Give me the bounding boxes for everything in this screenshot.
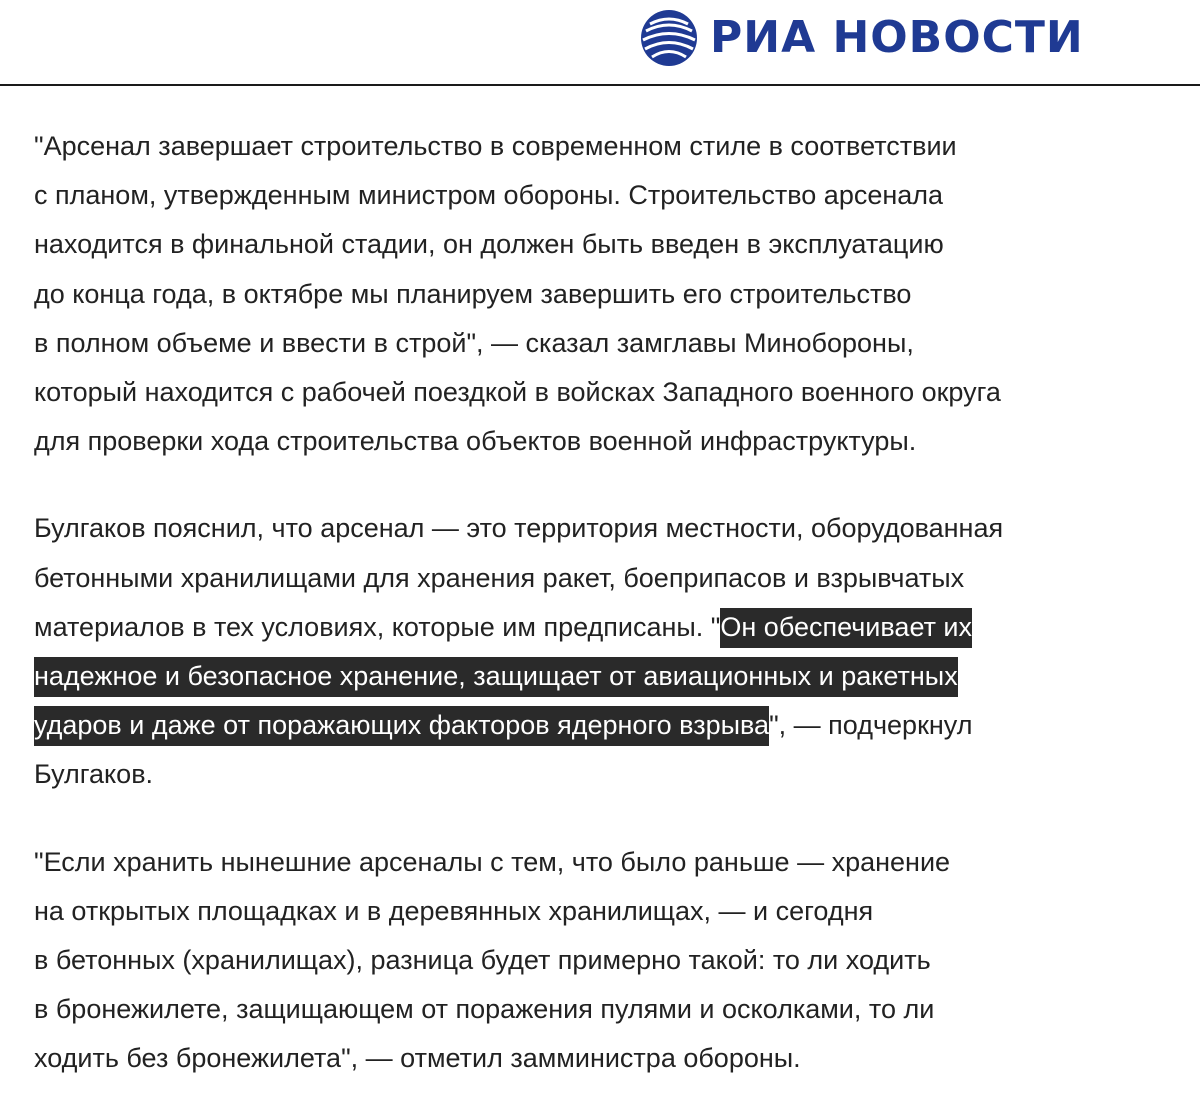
text-line: ", — подчеркнул	[769, 710, 973, 741]
highlighted-text: ударов и даже от поражающих факторов ядерного взрыва	[34, 710, 770, 741]
ria-globe-icon	[640, 9, 698, 67]
brand-name: РИА НОВОСТИ	[710, 12, 1084, 63]
text-line: в бетонных (хранилищах), разница будет примерно такой: то ли ходить	[34, 945, 931, 976]
text-line: ходить без бронежилета", — отметил замминистра обороны.	[34, 1043, 801, 1074]
ria-novosti-logo[interactable]	[640, 8, 1084, 68]
text-line: Булгаков пояснил, что арсенал — это территория местности, оборудованная	[34, 513, 1004, 544]
article-paragraph-2	[34, 504, 1184, 799]
text-line: в бронежилете, защищающем от поражения пулями и осколками, то ли	[34, 994, 935, 1025]
text-line: находится в финальной стадии, он должен быть введен в эксплуатацию	[34, 229, 944, 260]
text-line: бетонными хранилищами для хранения ракет, боеприпасов и взрывчатых	[34, 562, 965, 593]
text-line: материалов в тех условиях, которые им предписаны. "	[34, 611, 721, 642]
site-header	[0, 0, 1200, 86]
article-paragraph-3	[34, 838, 1184, 1084]
text-line: который находится с рабочей поездкой в войсках Западного военного округа	[34, 377, 1001, 408]
text-line: для проверки хода строительства объектов военной инфраструктуры.	[34, 426, 917, 457]
text-line: "Арсенал завершает строительство в современном стиле в соответствии	[34, 131, 957, 161]
text-line: на открытых площадках и в деревянных хранилищах, — и сегодня	[34, 895, 874, 926]
text-line: с планом, утвержденным министром обороны. Строительство арсенала	[34, 180, 944, 211]
highlighted-text: Он обеспечивает их	[720, 611, 973, 642]
text-line: до конца года, в октябре мы планируем завершить его строительство	[34, 278, 912, 309]
article-body	[34, 122, 1184, 1084]
highlighted-text: надежное и безопасное хранение, защищает от авиационных и ракетных	[34, 661, 958, 692]
text-line: в полном объеме и ввести в строй", — сказал замглавы Минобороны,	[34, 327, 914, 358]
text-line: "Если хранить нынешние арсеналы с тем, что было раньше — хранение	[34, 846, 951, 877]
article-paragraph-1	[34, 122, 1184, 466]
text-line: Булгаков.	[34, 759, 154, 790]
